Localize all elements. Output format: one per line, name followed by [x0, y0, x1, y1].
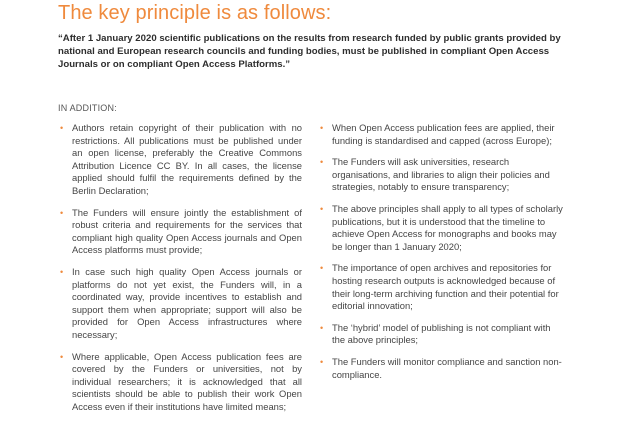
section-heading: The key principle is as follows:: [58, 2, 332, 24]
bullet-icon: •: [60, 123, 64, 133]
bullet-icon: •: [320, 263, 324, 274]
list-item-text: The Funders will ask universities, research organisations, and libraries to align their policies and strategies, notably to ensure transparency;: [332, 156, 550, 193]
list-item: [320, 203, 566, 253]
bullet-icon: •: [320, 203, 324, 214]
list-item-text: The importance of open archives and repositories for hosting research outputs is acknowledged because of their long-term archiving function and their potential for editorial innovation;: [332, 262, 559, 312]
bullet-icon: •: [60, 207, 64, 218]
bullet-icon: •: [320, 157, 324, 168]
bullet-icon: •: [60, 351, 64, 362]
list-item-text: Authors retain copyright of their publication with no restrictions. All publications must be published under an open license, preferably the Creative Commons Attribution Licence CC BY. In all cases, the license applied should fulfil the requirements defined by the Berlin Declaration;: [72, 122, 302, 196]
list-item: [320, 322, 566, 347]
key-principle-quote: “After 1 January 2020 scientific publications on the results from research funded by public grants provided by national and European research councils and funding bodies, must be published in compliant Open Access Journals or on compliant Open Access Platforms.”: [58, 33, 561, 70]
list-item: [60, 351, 302, 414]
list-item: [60, 122, 302, 198]
list-item: [320, 356, 566, 381]
list-item-text: The ‘hybrid’ model of publishing is not compliant with the above principles;: [332, 321, 551, 346]
bullet-icon: •: [320, 322, 324, 333]
list-item-text: The above principles shall apply to all types of scholarly publications, but it is understood that the timeline to achieve Open Access for monographs and books may be longer than 1 January 2020;: [332, 202, 563, 252]
in-addition-label: IN ADDITION:: [58, 103, 117, 113]
left-bullet-list: [60, 122, 302, 422]
list-item-text: In case such high quality Open Access journals or platforms do not yet exist, the Funders will, in a coordinated way, provide incentives to establish and support them when appropriate; support will also be provided for Open Access infrastructures where necessary;: [72, 265, 302, 340]
list-item-text: When Open Access publication fees are applied, their funding is standardised and capped (across Europe);: [332, 122, 555, 146]
right-bullet-list: [320, 122, 566, 390]
bullet-icon: •: [320, 356, 324, 367]
bullet-icon: •: [320, 123, 324, 133]
bullet-icon: •: [60, 266, 64, 277]
list-item-text: The Funders will ensure jointly the establishment of robust criteria and requirements for the services that compliant high quality Open Access journals and Open Access platforms must provide;: [72, 206, 302, 256]
list-item: [60, 266, 302, 342]
list-item: [320, 262, 566, 312]
list-item-text: The Funders will monitor compliance and sanction non-compliance.: [332, 355, 562, 380]
list-item-text: Where applicable, Open Access publication fees are covered by the Funders or universities, not by individual researchers; it is acknowledged that all scientists should be able to publish their work Open Access even if their institutions have limited means;: [72, 350, 302, 412]
list-item: [320, 122, 566, 147]
list-item: [60, 207, 302, 257]
list-item: [320, 156, 566, 194]
